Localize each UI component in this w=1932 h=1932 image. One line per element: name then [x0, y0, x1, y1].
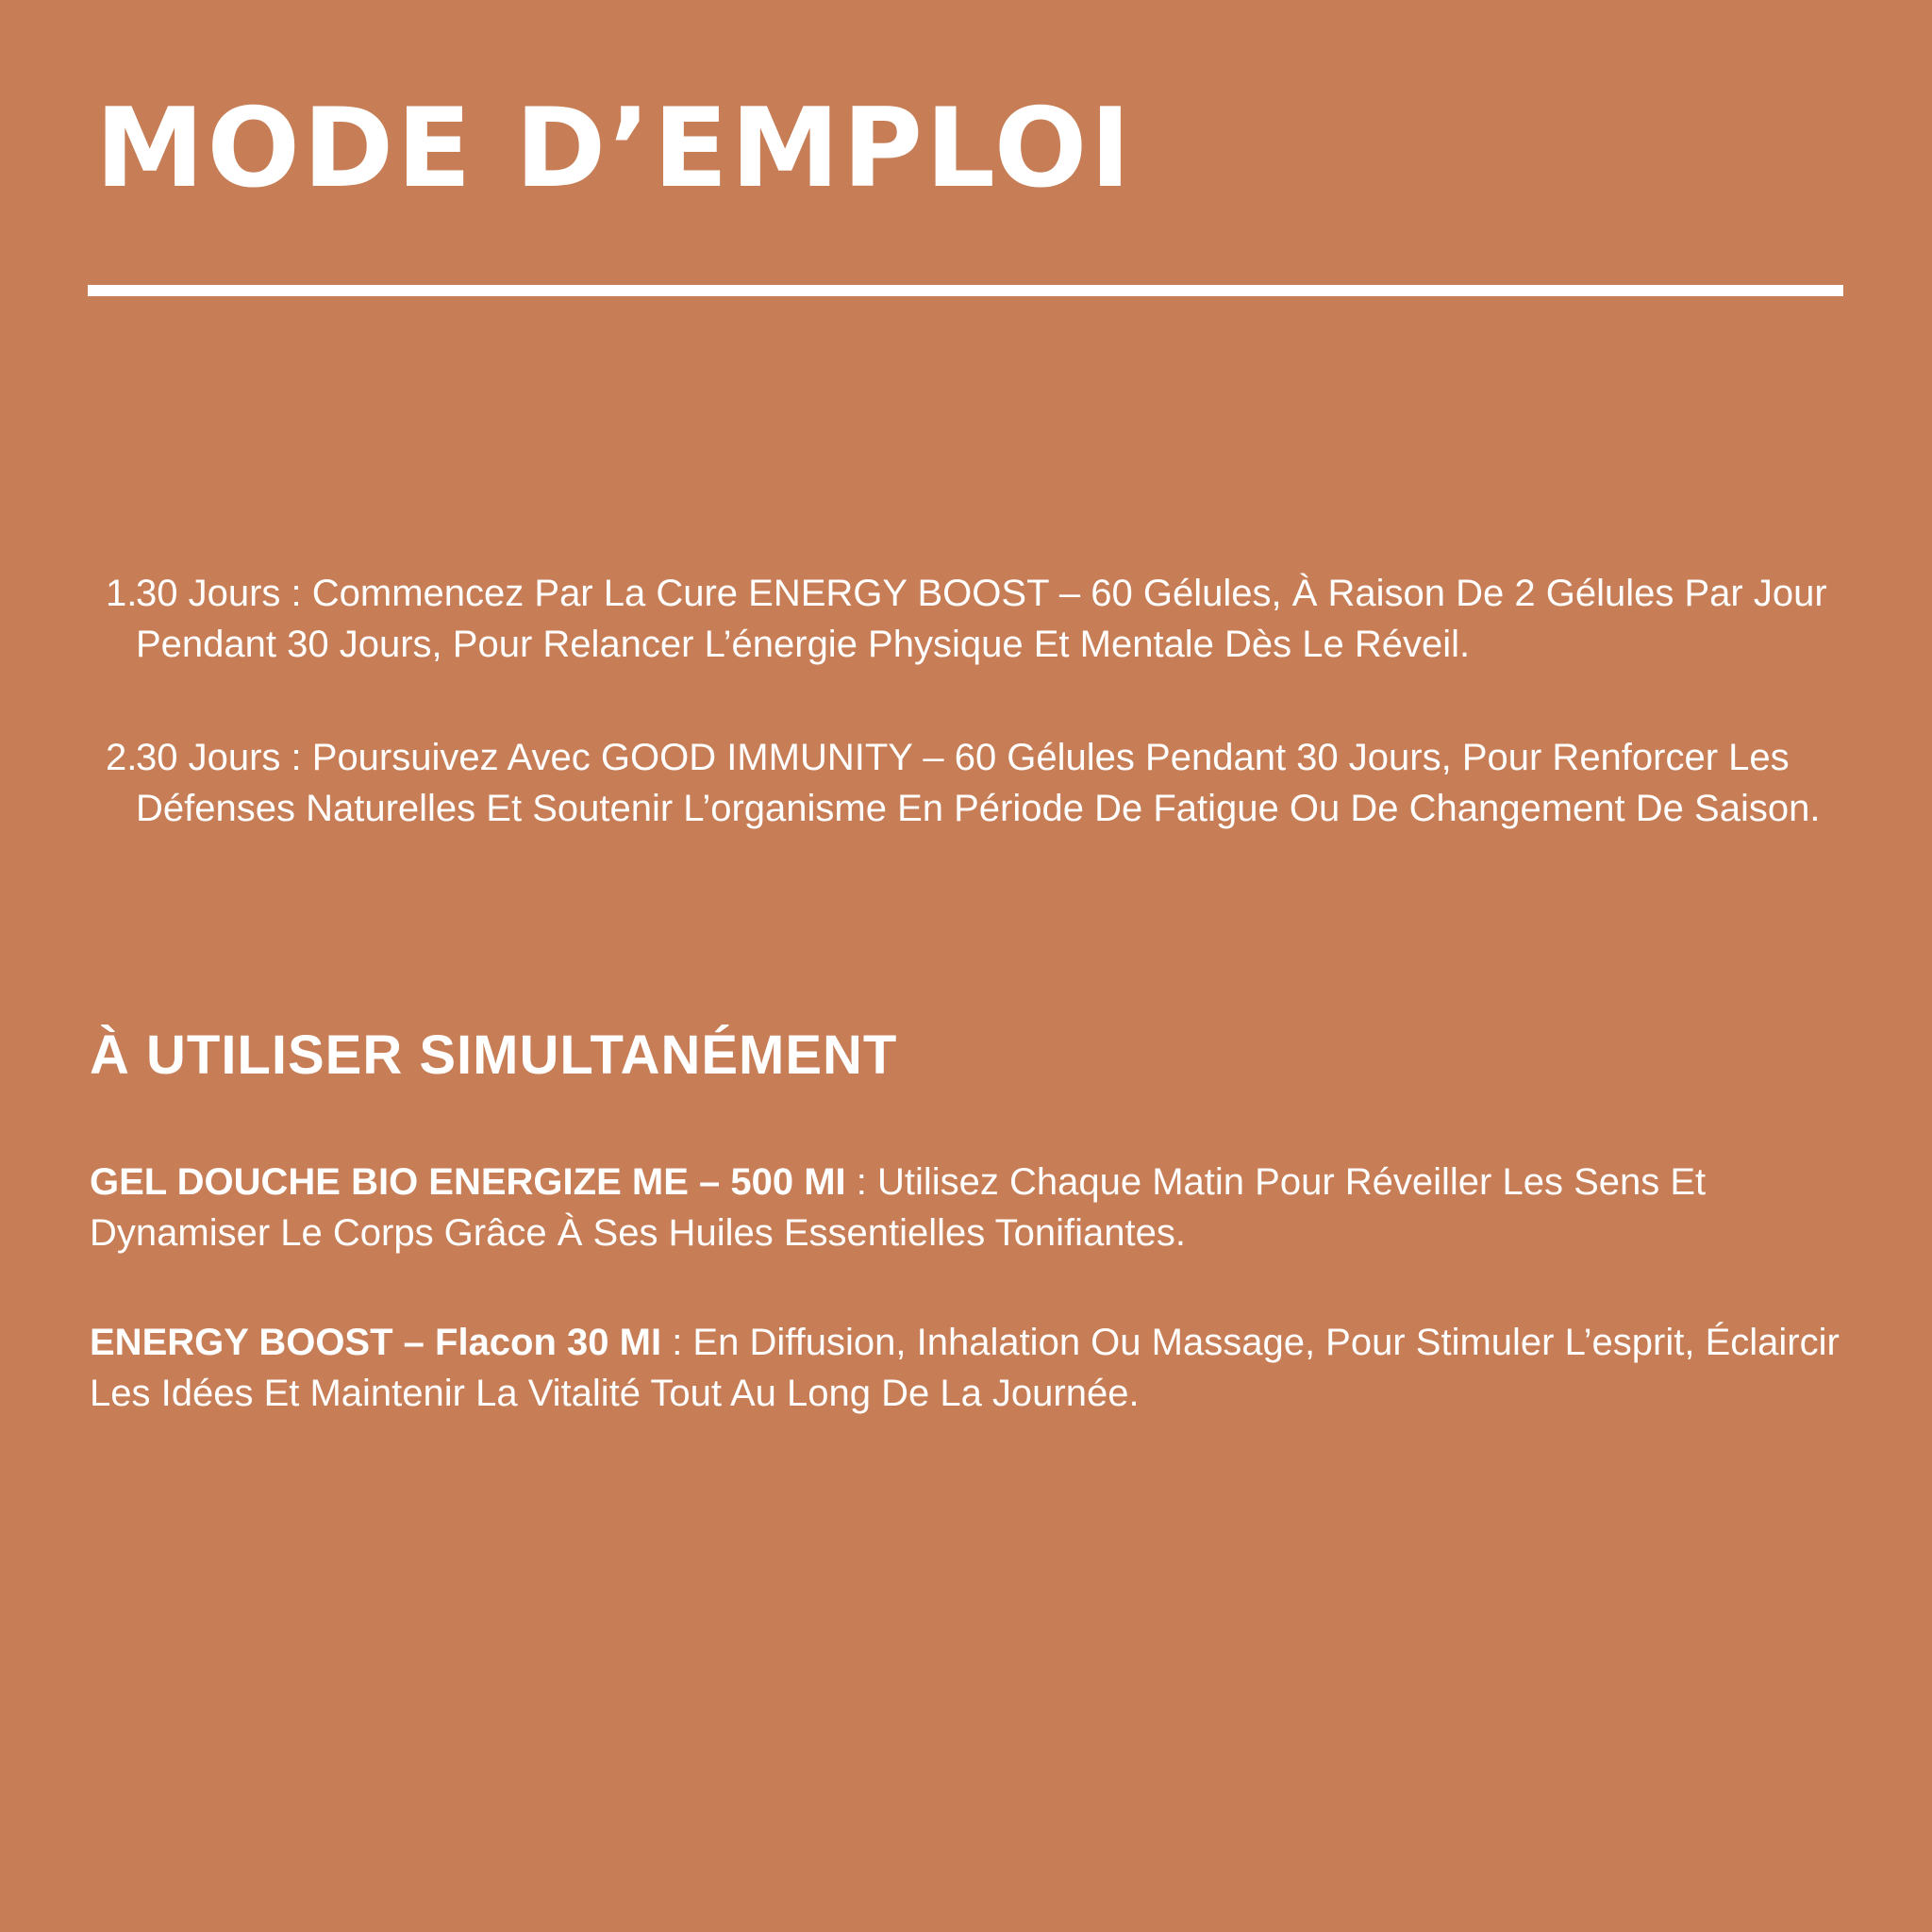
- product-paragraph: [90, 1317, 1843, 1419]
- instruction-item: [106, 732, 1843, 834]
- page-title: MODE D’EMPLOI: [95, 85, 1134, 212]
- product-name: ENERGY BOOST – Flacon 30 MI: [90, 1321, 662, 1363]
- simultaneous-heading: À UTILISER SIMULTANÉMENT: [90, 1024, 898, 1086]
- product-description: : Utilisez Chaque Matin Pour Réveiller Les Sens Et Dynamiser Le Corps Grâce À Ses Huiles Essentielles Tonifiantes.: [90, 1160, 1707, 1254]
- instruction-text: 30 Jours : Poursuivez Avec GOOD IMMUNITY – 60 Gélules Pendant 30 Jours, Pour Renforcer Les Défenses Naturelles Et Soutenir L’organisme En Période De Fatigue Ou De Changement De Saison.: [136, 737, 1821, 829]
- instruction-text: 30 Jours : Commencez Par La Cure ENERGY BOOST – 60 Gélules, À Raison De 2 Gélules Par Jour Pendant 30 Jours, Pour Relancer L’énergie Physique Et Mentale Dès Le Réveil.: [136, 573, 1827, 665]
- instruction-item: [106, 568, 1843, 670]
- title-divider: [88, 285, 1843, 296]
- product-description: : En Diffusion, Inhalation Ou Massage, Pour Stimuler L’esprit, Éclaircir Les Idées Et Maintenir La Vitalité Tout Au Long De La Journée.: [90, 1321, 1840, 1414]
- instruction-list: [90, 568, 1843, 834]
- product-name: GEL DOUCHE BIO ENERGIZE ME – 500 MI: [90, 1160, 846, 1203]
- product-paragraph: [90, 1157, 1843, 1258]
- instruction-number: 2.: [106, 737, 138, 778]
- instruction-number: 1.: [106, 573, 138, 614]
